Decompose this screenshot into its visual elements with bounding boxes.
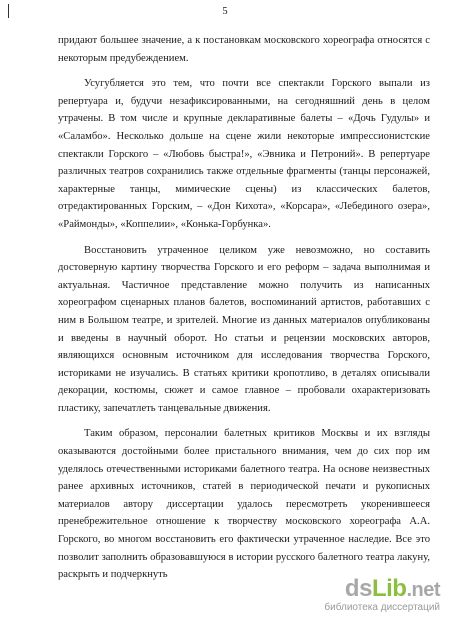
paragraph-lost-performances: Усугубляется это тем, что почти все спектакли Горского выпали из репертуара и, будучи незафиксированными, на сегодняшний день в целом утрачены. В том числе и крупные декларативные балеты – «Дочь Гудулы» и «Саламбо». Несколько дольше на сцене жили некоторые импрессионистские спектакли Горского – «Любовь быстра!», «Эвника и Петроний». В репертуаре различных театров сохранились также отдельные фрагменты (танцы персонажей, характерные танцы, мимические сцены) из классических балетов, отредактированных Горским, – «Дон Кихота», «Корсара», «Лебединого озера», «Раймонды», «Коппелии», «Конька-Горбунка».	[58, 78, 430, 230]
watermark-subtitle: библиотека диссертаций	[324, 602, 440, 613]
paragraph-continuation: придают большее значение, а к постановкам московского хореографа относятся с некоторым предубеждением.	[58, 35, 430, 64]
logo-ds: ds	[344, 575, 372, 602]
page-number: 5	[222, 6, 228, 17]
logo-lib: Lib	[371, 575, 407, 602]
logo-net: .net	[406, 579, 440, 601]
paragraph-sources: Восстановить утраченное целиком уже невозможно, но составить достоверную картину творчества Горского и его реформ – задача выполнимая и актуальная. Частичное представление можно получить из написанных хореографом сценарных планов балетов, воспоминаний артистов, работавших с ним в Большом театре, и зрителей. Многие из данных материалов опубликованы и введены в научный оборот. Но статьи и рецензии московских авторов, являющихся основным источником для исследования творчества Горского, историками не изучались. В статьях критики кропотливо, в деталях описывали декорации, костюмы, сюжет и самое главное – пробовали охарактеризовать пластику, запечатлеть танцевальные движения.	[58, 244, 430, 414]
paragraph-conclusion: Таким образом, персоналии балетных критиков Москвы и их взгляды оказываются достойными более пристального внимания, чем до сих пор им уделялось отечественными историками балетного театра. На основе неизвестных ранее архивных источников, статей в периодической печати и рукописных материалов автору диссертации удалось пересмотреть укоренившееся пренебрежительное отношение к творчеству московского хореографа А.А. Горского, во многом восстановить его фактически утраченное наследие. Все это позволит заполнить образовавшуюся в истории русского балетного театра лакуну, раскрыть и подчеркнуть	[58, 428, 430, 581]
dslib-watermark	[308, 576, 440, 614]
document-body	[58, 32, 430, 592]
dslib-logo	[345, 576, 440, 603]
